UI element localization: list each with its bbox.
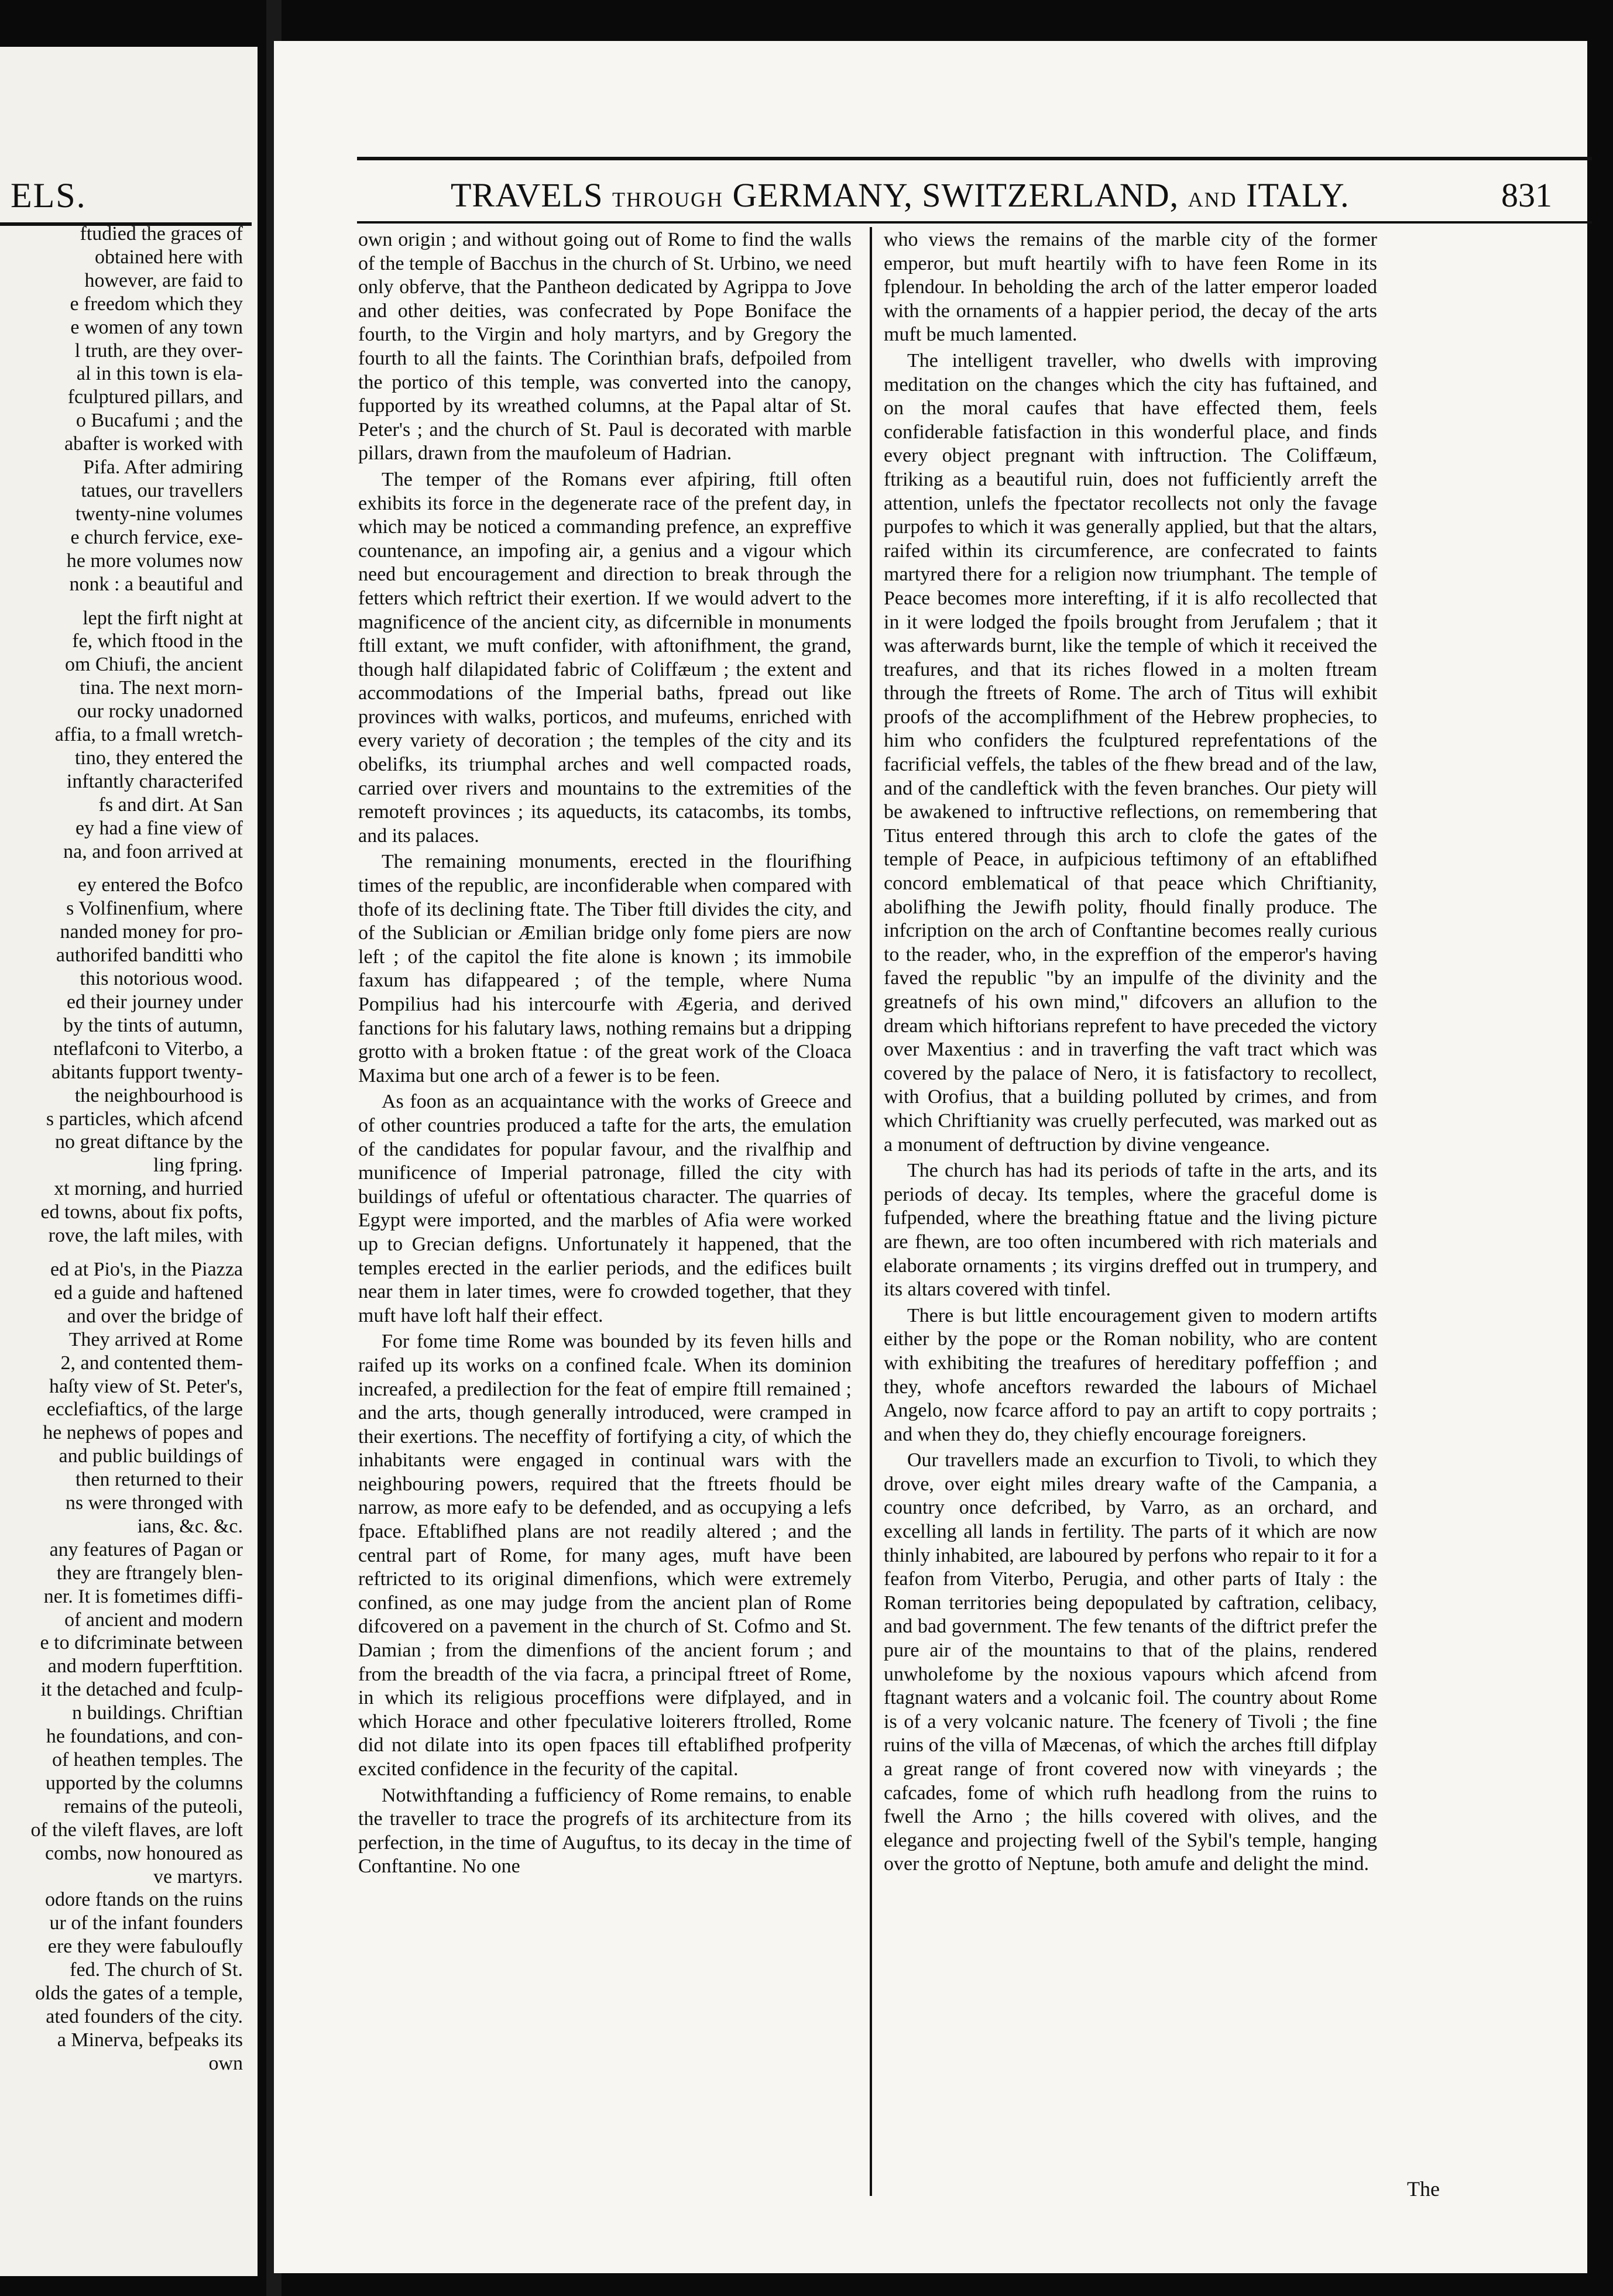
previous-page-line: of the vileft flaves, are loft (30, 1819, 243, 1841)
previous-page-line: ftudied the graces of (80, 223, 243, 245)
previous-page-line: ians, &c. &c. (137, 1515, 243, 1537)
previous-page-line: Pifa. After admiring (83, 456, 243, 479)
previous-page-line: ed a guide and haftened (54, 1281, 243, 1304)
previous-page-line: 2, and contented them- (60, 1352, 243, 1374)
previous-page-line: it the detached and fculp- (40, 1679, 243, 1701)
previous-page-line: authorifed banditti who (56, 944, 243, 967)
previous-page-line: fculptured pillars, and (67, 386, 243, 408)
title-travels: TRAVELS (451, 176, 603, 214)
previous-page-line: he nephews of popes and (43, 1422, 243, 1444)
previous-page-line: s Volfinenfium, where (66, 898, 243, 920)
paragraph: The church has had its periods of tafte in the arts, and its periods of decay. Its temples, where the graceful dome is fufpended, where the breathing ftatue and the living picture are fhewn, are too often incumbered with rich materials and elaborate ornaments ; its virgins dreffed out in trumpery, and its altars covered with tinfel. (884, 1160, 1377, 1301)
previous-page-line: nonk : a beautiful and (69, 573, 243, 595)
previous-page-line: nteflafconi to Viterbo, a (53, 1037, 243, 1060)
previous-page-line: tina. The next morn- (80, 677, 243, 699)
previous-page-line: ur of the infant founders (49, 1912, 243, 1934)
previous-page-line: they are ftrangely blen- (56, 1562, 243, 1584)
previous-page-fragment (0, 47, 258, 2276)
paragraph: Our travellers made an excurfion to Tivoli, to which they drove, over eight miles dreary wafte of the Campania, a country once defcribed, by Varro, as an orchard, and excelling all lands in fertility. The parts of it which are now thinly inhabited, are laboured by perfons who repair to it for a feafon from Viterbo, Perugia, and other parts of Italy : the Roman territories being depopulated by caftration, celibacy, and bad government. The few tenants of the diftrict prefer the pure air of the mountains to that of the plains, rendered unwholefome by the noxious vapours which afcend from ftagnant waters and a volcanic foil. The country about Rome is of a very volcanic nature. The fcenery of Tivoli ; the fine ruins of the villa of Mæcenas, of which the arches ftill difplay a great range of front covered now with vineyards ; the cafcades, fome of which rufh headlong from the ruins to fwell the Arno ; the hills covered with olives, and the elegance and projecting fwell of the Sybil's temple, hanging over the grotto of Neptune, both amufe and delight the mind. (884, 1449, 1377, 1875)
paragraph: For fome time Rome was bounded by its feven hills and raifed up its works on a confined fcale. When its dominion increafed, a predilection for the feat of empire ftill remained ; and the arts, though generally introduced, were cramped in their exertions. The neceffity of fortifying a city, of which the inhabitants were engaged in continual wars with the neighbouring powers, required that the ftreets fhould be narrow, as more eafy to be defended, and as occupying a lefs fpace. Eftablifhed plans are not readily altered ; and the central part of Rome, for many ages, muft have been reftricted to its original dimenfions, which were extremely confined, as one may judge from the ancient plan of Rome difcovered on a pavement in the church of St. Cofmo and St. Damian ; from the dimenfions of the ancient forum ; and from the breadth of the via facra, a principal ftreet of Rome, in which its religious proceffions were difplayed, and in which Horace and other fpeculative loiterers ftrolled, Rome did not dilate into its open fpaces till eftablifhed profperity excited confidence in the fecurity of the capital. (358, 1331, 852, 1780)
previous-page-line: twenty-nine volumes (75, 503, 243, 525)
paragraph: own origin ; and without going out of Rome to find the walls of the temple of Bacchus in the church of St. Urbino, we need only obferve, that the Pantheon dedicated by Agrippa to Jove and other deities, was confecrated by Pope Boniface the fourth, to the Virgin and holy martyrs, and by Gregory the fourth to all the faints. The Corinthian brafs, defpoiled from the portico of this temple, was converted into the canopy, fupported by its wreathed columns, at the Papal altar of St. Peter's ; and the church of St. Paul is decorated with marble pillars, drawn from the maufoleum of Hadrian. (358, 229, 852, 465)
title-and: AND (1188, 188, 1237, 211)
previous-page-line: inftantly characterifed (66, 770, 243, 792)
previous-page-line: ling fpring. (153, 1154, 243, 1177)
previous-page-line: own (208, 2052, 243, 2074)
previous-page-line: ey entered the Bofco (77, 874, 243, 896)
page-number: 831 (1501, 176, 1552, 214)
paragraph: As foon as an acquaintance with the works of Greece and of other countries produced a tafte for the arts, the emulation of the candidates for popular favour, and the rivalfhip and munificence of Imperial patronage, filled the city with buildings of ufeful or oftentatious character. The quarries of Egypt were imported, and the marbles of Afia were worked up to Grecian defigns. Unfortunately it happened, that the temples erected in the earlier periods, and the edifices built near them in later times, were fo crowded together, that they muft have loft half their effect. (358, 1091, 852, 1326)
column-divider (870, 227, 872, 2196)
previous-page-line: abitants fupport twenty- (52, 1061, 243, 1083)
previous-page-line: no great diftance by the (55, 1131, 243, 1153)
right-column (884, 228, 1377, 1879)
previous-page-line: e women of any town (70, 316, 243, 338)
paragraph: There is but little encouragement given to modern artifts either by the pope or the Roman nobility, who are content with exhibiting the treafures of hereditary poffeffion ; and they, whofe anceftors rewarded the labours of Michael Angelo, now fcarce afford to pay an artift to copy portraits ; and when they do, they chiefly encourage foreigners. (884, 1304, 1377, 1445)
header-sub-rule (357, 221, 1592, 224)
left-column (358, 228, 852, 1881)
previous-page-line: lept the firft night at (83, 607, 243, 629)
previous-page-line: then returned to their (75, 1469, 243, 1491)
previous-page-line: however, are faid to (84, 269, 243, 291)
previous-page-line: ed towns, about fix pofts, (40, 1201, 243, 1223)
previous-page-line: tatues, our travellers (81, 479, 243, 501)
previous-page-line: o Bucafumi ; and the (75, 410, 243, 432)
previous-page-line: and over the bridge of (67, 1305, 243, 1327)
previous-page-column (0, 222, 243, 2086)
previous-page-running-head: ELS. (11, 176, 87, 215)
previous-page-line: by the tints of autumn, (63, 1014, 243, 1036)
previous-page-line: fe, which ftood in the (72, 630, 243, 652)
previous-page-line: l truth, are they over- (74, 339, 243, 362)
previous-page-line: any features of Pagan or (49, 1538, 243, 1561)
previous-page-line: a Minerva, befpeaks its (57, 2029, 243, 2051)
previous-page-line: ns were thronged with (65, 1492, 243, 1514)
previous-page-line: xt morning, and hurried (54, 1178, 243, 1200)
paragraph: Notwithftanding a fufficiency of Rome remains, to enable the traveller to trace the progrefs of its architecture from its perfection, in the time of Auguftus, to its decay in the time of Conftantine. No one (358, 1784, 852, 1878)
previous-page-line: e to difcriminate between (40, 1632, 243, 1654)
previous-page-paragraph (0, 607, 243, 864)
previous-page-line: ey had a fine view of (75, 817, 243, 839)
title-countries: GERMANY, SWITZERLAND, (732, 176, 1179, 214)
title-italy: ITALY. (1246, 176, 1350, 214)
previous-page-line: n buildings. Chriftian (72, 1702, 243, 1724)
previous-page-line: fed. The church of St. (70, 1959, 243, 1981)
previous-page-line: he foundations, and con- (46, 1726, 243, 1748)
previous-page-line: om Chiufi, the ancient (64, 654, 243, 676)
previous-page-line: remains of the puteoli, (64, 1795, 243, 1817)
previous-page-line: e freedom which they (70, 293, 243, 315)
previous-page-line: They arrived at Rome (68, 1328, 243, 1350)
previous-page-line: na, and foon arrived at (63, 840, 243, 862)
paragraph: The temper of the Romans ever afpiring, ftill often exhibits its force in the degenerate race of the prefent day, in which may be noticed a commanding prefence, an expreffive countenance, an impofing air, a genius and a vigour which need but encouragement and direction to break through the fetters which reftrict their exertion. If we would advert to the magnificence of the ancient city, as difcernible in monuments ftill extant, we muft confider, with aftonifhment, the grand, though half dilapidated fabric of Coliffæum ; the extent and accommodations of the Imperial baths, fpread out like provinces with walks, porticos, and mufeums, enriched with every variety of decoration ; the temples of the city and its obelifks, its triumphal arches and well compacted roads, carried over rivers and mountains to the extremities of the remoteft provinces ; its aqueducts, its catacombs, its tombs, and its palaces. (358, 468, 852, 847)
title-through: THROUGH (612, 188, 724, 211)
previous-page-line: ere they were fabuloufly (47, 1936, 243, 1958)
previous-page-line: abafter is worked with (64, 433, 243, 455)
header-rule (357, 157, 1592, 160)
previous-page-line: al in this town is ela- (76, 363, 243, 385)
previous-page-line: obtained here with (94, 246, 243, 268)
paragraph: The remaining monuments, erected in the flourifhing times of the republic, are inconfiderable when compared with thofe of its declining ftate. The Tiber ftill divides the city, and of the Sublician or Æmilian bridge only fome piers are now left ; of the capitol the fite alone is known ; its immobile faxum has difappeared ; of the temple, where Numa Pompilius had his intercourfe with Ægeria, and derived fanctions for his falutary laws, nothing remains but a dripping grotto with a broken ftatue : of the great work of the Cloaca Maxima but one arch of a fewer is to be feen. (358, 851, 852, 1087)
previous-page-line: haſty view of St. Peter's, (49, 1375, 243, 1397)
previous-page-paragraph (0, 1258, 243, 2075)
previous-page-line: s particles, which afcend (46, 1108, 243, 1130)
previous-page-line: rove, the laft miles, with (48, 1225, 243, 1247)
previous-page-paragraph (0, 222, 243, 596)
paragraph: who views the remains of the marble city of the former emperor, but muft heartily wifh to have feen Rome in its fplendour. In beholding the arch of the latter emperor loaded with the ornaments of a happier period, the decay of the arts muft be much lamented. (884, 229, 1377, 346)
previous-page-line: odore ftands on the ruins (44, 1889, 243, 1911)
previous-page-line: ed at Pio's, in the Piazza (50, 1258, 243, 1280)
previous-page-line: nanded money for pro- (60, 921, 243, 943)
previous-page-line: of ancient and modern (64, 1608, 243, 1631)
running-title (451, 176, 1350, 215)
previous-page-line: combs, now honoured as (44, 1842, 243, 1864)
previous-page-line: the neighbourhood is (74, 1084, 243, 1106)
previous-page-line: ner. It is fometimes diffi- (43, 1585, 243, 1607)
paragraph: The intelligent traveller, who dwells with improving meditation on the changes which the city has fuftained, and on the moral caufes that have effected them, feels confiderable fatisfaction in this wonderful place, and finds every object pregnant with inftruction. The Coliffæum, ftriking as a beautiful ruin, does not fufficiently arreft the attention, unlefs the fpectator recollects not only the favage purpofes to which it was generally applied, but that the altars, raifed within its circumference, are confecrated to faints martyred there for a religion now triumphant. The temple of Peace becomes more interefting, if it is alfo recollected that in it were lodged the fpoils brought from Jerufalem ; that it was afterwards burnt, like the temple of which it received the treafures, and that its riches flowed in a molten ftream through the ftreets of Rome. The arch of Titus will exhibit proofs of the accomplifhment of the Hebrew prophecies, to him who confiders the fculptured reprefentations of the facrificial veffels, the tables of the fhew bread and of the law, and of the candleftick with the feven branches. Our piety will be awakened to inftructive reflections, on remembering that Titus entered through this arch to clofe the gates of the temple of Peace, in aufpicious teftimony of an eftablifhed concord emblematical of that peace which Chriftianity, abolifhing the Jewifh polity, fhould finally produce. The infcription on the arch of Conftantine becomes really curious to the reader, who, in the expreffion of the emperor's having faved the republic "by an impulfe of the divinity and the greatnefs of his own mind," difcovers an allufion to the dream which hiftorians reprefent to have preceded the victory over Maxentius : and in traverfing the vaft tract which was covered by the palace of Nero, it is fatisfactory to recollect, with Orofius, that a building polluted by crimes, and from which Chriftianity was cruelly perfecuted, was marked out as a monument of deftruction by divine vengeance. (884, 349, 1377, 1156)
previous-page-line: ve martyrs. (153, 1865, 243, 1888)
previous-page-line: and public buildings of (59, 1445, 243, 1467)
previous-page-paragraph (0, 874, 243, 1247)
previous-page-line: olds the gates of a temple, (35, 1982, 243, 2005)
previous-page-line: and modern fuperftition. (47, 1655, 243, 1678)
previous-page-line: tino, they entered the (74, 747, 243, 769)
previous-page-line: ated founders of the city. (46, 2005, 243, 2027)
previous-page-line: of heathen temples. The (52, 1749, 243, 1771)
previous-page-line: our rocky unadorned (77, 700, 243, 723)
previous-page-line: fs and dirt. At San (98, 793, 243, 816)
previous-page-line: upported by the columns (45, 1772, 243, 1794)
previous-page-line: e church fervice, exe- (70, 526, 243, 548)
previous-page-line: he more volumes now (66, 549, 243, 572)
previous-page-line: ecclefiaftics, of the large (46, 1398, 243, 1421)
previous-page-line: ed their journey under (66, 991, 243, 1013)
catchword: The (1407, 2177, 1440, 2201)
previous-page-line: this notorious wood. (80, 968, 243, 990)
previous-page-line: affia, to a fmall wretch- (54, 724, 243, 746)
